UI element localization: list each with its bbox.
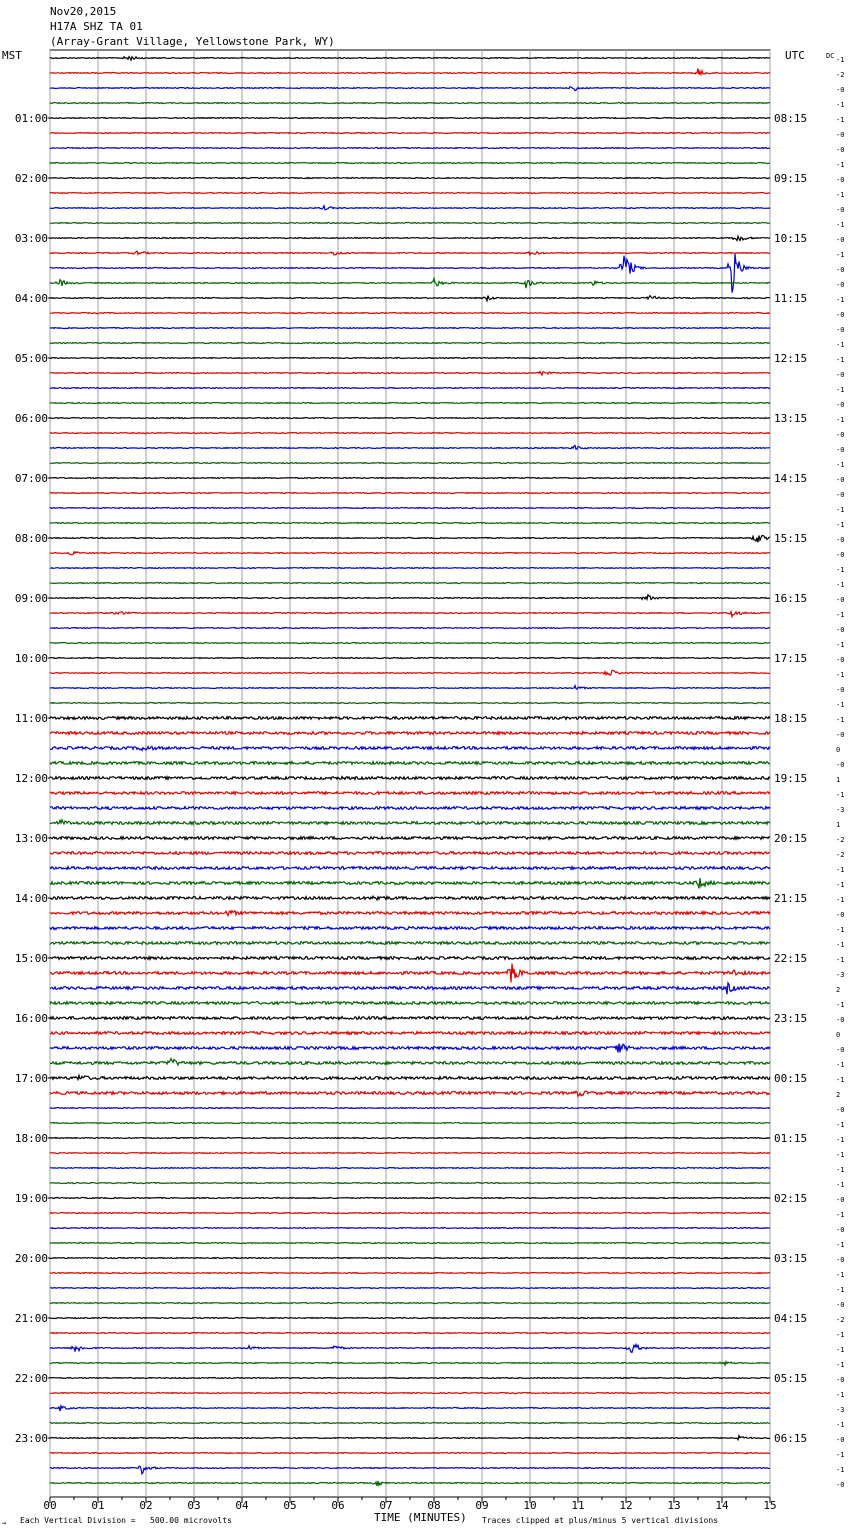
trace-line	[50, 686, 770, 690]
right-hour-label: 12:15	[774, 352, 808, 365]
dc-offset-label: -0	[836, 401, 845, 409]
x-tick-label: 14	[715, 1499, 729, 1512]
trace-line	[50, 1075, 770, 1079]
dc-offset-label: -0	[836, 281, 845, 289]
dc-offset-label: -1	[836, 701, 845, 709]
scale-note: Each Vertical Division = 500.00 microvolts	[20, 1516, 232, 1525]
dc-offset-label: -1	[836, 716, 845, 724]
x-tick-label: 00	[43, 1499, 57, 1512]
dc-offset-label: -1	[836, 926, 845, 934]
trace-line	[50, 1466, 770, 1474]
dc-offset-label: -0	[836, 1436, 845, 1444]
dc-offset-label: -1	[836, 506, 845, 514]
left-hour-label: 12:00	[14, 772, 48, 785]
right-hour-label: 00:15	[774, 1072, 808, 1085]
dc-offset-label: -0	[836, 371, 845, 379]
dc-offset-label: -1	[836, 1211, 845, 1219]
trace-line	[50, 732, 770, 735]
right-hour-label: 11:15	[774, 292, 808, 305]
dc-offset-label: -1	[836, 521, 845, 529]
trace-line	[50, 163, 770, 164]
dc-offset-label: -0	[836, 551, 845, 559]
left-hour-label: 05:00	[14, 352, 48, 365]
x-axis-title: TIME (MINUTES)	[374, 1511, 467, 1524]
right-hour-label: 05:15	[774, 1372, 808, 1385]
trace-line	[50, 536, 770, 543]
dc-offset-label: -0	[836, 656, 845, 664]
dc-offset-label: -0	[836, 326, 845, 334]
trace-line	[50, 1108, 770, 1109]
dc-offset-label: -1	[836, 1271, 845, 1279]
dc-offset-label: -0	[836, 86, 845, 94]
left-hour-label: 17:00	[14, 1072, 48, 1085]
trace-line	[50, 568, 770, 569]
left-hour-label: 11:00	[14, 712, 48, 725]
left-hour-label: 15:00	[14, 952, 48, 965]
dc-offset-label: -1	[836, 566, 845, 574]
dc-offset-label: -0	[836, 266, 845, 274]
dc-offset-label: -1	[836, 101, 845, 109]
trace-line	[50, 717, 770, 720]
x-tick-label: 05	[283, 1499, 297, 1512]
left-hour-label: 20:00	[14, 1252, 48, 1265]
dc-offset-label: -1	[836, 1391, 845, 1399]
right-hour-label: 09:15	[774, 172, 808, 185]
trace-line	[50, 1059, 770, 1066]
trace-line	[50, 343, 770, 344]
trace-line	[50, 358, 770, 359]
left-hour-label: 04:00	[14, 292, 48, 305]
dc-offset-label: -1	[836, 896, 845, 904]
dc-offset-label: -1	[836, 191, 845, 199]
trace-line	[50, 583, 770, 584]
right-hour-label: 15:15	[774, 532, 808, 545]
trace-line	[50, 1362, 770, 1365]
trace-line	[50, 1044, 770, 1053]
trace-line	[50, 1481, 770, 1486]
left-hour-label: 16:00	[14, 1012, 48, 1025]
left-hour-label: 08:00	[14, 532, 48, 545]
trace-line	[50, 1183, 770, 1184]
trace-line	[50, 1453, 770, 1454]
station-label: H17A SHZ TA 01	[50, 20, 143, 33]
trace-line	[50, 508, 770, 509]
dc-offset-label: 1	[836, 821, 841, 829]
trace-line	[50, 1091, 770, 1096]
dc-offset-label: -1	[836, 341, 845, 349]
dc-offset-label: -0	[836, 491, 845, 499]
x-tick-label: 15	[763, 1499, 777, 1512]
trace-line	[50, 896, 770, 900]
trace-line	[50, 777, 770, 780]
dc-offset-label: -1	[836, 641, 845, 649]
trace-line	[50, 1032, 770, 1035]
trace-line	[50, 1243, 770, 1244]
dc-offset-label: -1	[836, 1076, 845, 1084]
dc-offset-label: -1	[836, 221, 845, 229]
dc-offset-label: -0	[836, 131, 845, 139]
dc-offset-label: -1	[836, 251, 845, 259]
x-tick-label: 10	[523, 1499, 537, 1512]
trace-line	[50, 1138, 770, 1139]
trace-line	[50, 792, 770, 795]
dc-offset-label: -0	[836, 446, 845, 454]
trace-line	[50, 433, 770, 434]
trace-line	[50, 223, 770, 224]
trace-line	[50, 87, 770, 91]
x-tick-label: 04	[235, 1499, 249, 1512]
trace-line	[50, 403, 770, 404]
clip-note: Traces clipped at plus/minus 5 vertical divisions	[482, 1516, 719, 1525]
dc-offset-label: -1	[836, 941, 845, 949]
trace-line	[50, 595, 770, 600]
dc-offset-label: -0	[836, 1016, 845, 1024]
right-hour-label: 01:15	[774, 1132, 808, 1145]
left-hour-label: 02:00	[14, 172, 48, 185]
trace-line	[50, 313, 770, 314]
dc-offset-label: -0	[836, 176, 845, 184]
trace-line	[50, 747, 770, 751]
dc-offset-label: 0	[836, 746, 841, 754]
right-hour-label: 02:15	[774, 1192, 808, 1205]
trace-line	[50, 612, 770, 617]
right-hour-label: 14:15	[774, 472, 808, 485]
x-tick-label: 09	[475, 1499, 489, 1512]
trace-line	[50, 911, 770, 916]
right-hour-label: 19:15	[774, 772, 808, 785]
dc-offset-label: -1	[836, 866, 845, 874]
trace-line	[50, 670, 770, 675]
trace-line	[50, 118, 770, 119]
right-hour-label: 16:15	[774, 592, 808, 605]
left-hour-label: 06:00	[14, 412, 48, 425]
trace-line	[50, 957, 770, 960]
trace-line	[50, 703, 770, 704]
left-hour-label: 07:00	[14, 472, 48, 485]
trace-line	[50, 1198, 770, 1199]
trace-line	[50, 493, 770, 494]
trace-line	[50, 820, 770, 825]
dc-offset-label: -1	[836, 791, 845, 799]
x-tick-label: 12	[619, 1499, 633, 1512]
dc-offset-label: -0	[836, 911, 845, 919]
dc-offset-label: -1	[836, 1241, 845, 1249]
right-hour-label: 23:15	[774, 1012, 808, 1025]
dc-offset-label: -1	[836, 1331, 845, 1339]
left-hour-label: 10:00	[14, 652, 48, 665]
trace-line	[50, 927, 770, 930]
x-tick-label: 02	[139, 1499, 153, 1512]
right-hour-label: 20:15	[774, 832, 808, 845]
trace-line	[50, 103, 770, 104]
dc-offset-label: -0	[836, 686, 845, 694]
right-timezone-label: UTC	[785, 49, 805, 62]
dc-offset-label: -0	[836, 1046, 845, 1054]
right-hour-label: 04:15	[774, 1312, 808, 1325]
trace-line	[50, 1168, 770, 1169]
right-hour-label: 21:15	[774, 892, 808, 905]
dc-offset-label: -1	[836, 1361, 845, 1369]
trace-line	[50, 1288, 770, 1289]
trace-line	[50, 206, 770, 210]
trace-line	[50, 278, 770, 288]
right-hour-label: 17:15	[774, 652, 808, 665]
dc-offset-label: -1	[836, 296, 845, 304]
trace-line	[50, 1228, 770, 1229]
trace-line	[50, 388, 770, 389]
trace-line	[50, 807, 770, 810]
dc-offset-label: -0	[836, 1376, 845, 1384]
trace-line	[50, 1153, 770, 1154]
dc-offset-label: -3	[836, 1406, 845, 1414]
right-hour-label: 22:15	[774, 952, 808, 965]
trace-line	[50, 1213, 770, 1214]
dc-offset-label: -1	[836, 1001, 845, 1009]
dc-offset-label: -1	[836, 1286, 845, 1294]
trace-line	[50, 1406, 770, 1411]
dc-offset-label: -1	[836, 1451, 845, 1459]
dc-offset-label: -0	[836, 206, 845, 214]
corner-mark: →	[2, 1519, 7, 1527]
trace-line	[50, 236, 770, 240]
trace-line	[50, 1318, 770, 1319]
trace-line	[50, 178, 770, 179]
dc-offset-label: -2	[836, 836, 845, 844]
dc-offset-label: -1	[836, 581, 845, 589]
dc-offset-label: -2	[836, 1316, 845, 1324]
trace-line	[50, 193, 770, 194]
trace-line	[50, 878, 770, 888]
location-label: (Array-Grant Village, Yellowstone Park, WY)	[50, 35, 335, 48]
x-tick-label: 13	[667, 1499, 681, 1512]
dc-offset-label: -1	[836, 611, 845, 619]
trace-line	[50, 1303, 770, 1304]
trace-line	[50, 1436, 770, 1440]
trace-line	[50, 254, 770, 293]
left-hour-label: 09:00	[14, 592, 48, 605]
dc-offset-label: -3	[836, 806, 845, 814]
left-hour-label: 19:00	[14, 1192, 48, 1205]
trace-line	[50, 1017, 770, 1020]
trace-line	[50, 983, 770, 994]
dc-offset-label: 2	[836, 986, 841, 994]
dc-offset-label: -1	[836, 116, 845, 124]
trace-line	[50, 658, 770, 659]
trace-line	[50, 964, 770, 983]
trace-line	[50, 1333, 770, 1334]
right-hour-label: 10:15	[774, 232, 808, 245]
trace-line	[50, 296, 770, 301]
right-hour-label: 06:15	[774, 1432, 808, 1445]
dc-offset-label: -1	[836, 1346, 845, 1354]
trace-line	[50, 762, 770, 765]
trace-line	[50, 251, 770, 255]
dc-offset-label: -0	[836, 596, 845, 604]
dc-offset-label: -3	[836, 971, 845, 979]
dc-offset-label: 1	[836, 776, 841, 784]
left-hour-label: 23:00	[14, 1432, 48, 1445]
dc-offset-label: -0	[836, 431, 845, 439]
x-tick-label: 08	[427, 1499, 441, 1512]
left-hour-label: 21:00	[14, 1312, 48, 1325]
dc-offset-label: -1	[836, 386, 845, 394]
dc-offset-label: -0	[836, 1106, 845, 1114]
trace-line	[50, 852, 770, 855]
trace-line	[50, 1258, 770, 1259]
left-hour-label: 03:00	[14, 232, 48, 245]
left-hour-label: 13:00	[14, 832, 48, 845]
dc-offset-label: -1	[836, 461, 845, 469]
dc-offset-label: -0	[836, 1256, 845, 1264]
plot-frame	[50, 50, 770, 1497]
dc-offset-label: -1	[836, 1421, 845, 1429]
dc-offset-label: -0	[836, 731, 845, 739]
trace-line	[50, 69, 770, 75]
right-hour-label: 03:15	[774, 1252, 808, 1265]
dc-offset-label: -1	[836, 956, 845, 964]
dc-offset-label: -0	[836, 236, 845, 244]
trace-line	[50, 643, 770, 644]
right-hour-label: 08:15	[774, 112, 808, 125]
right-hour-label: 13:15	[774, 412, 808, 425]
trace-line	[50, 523, 770, 524]
trace-line	[50, 328, 770, 329]
trace-line	[50, 1378, 770, 1379]
left-hour-label: 22:00	[14, 1372, 48, 1385]
dc-offset-label: -1	[836, 881, 845, 889]
x-tick-label: 11	[571, 1499, 585, 1512]
dc-offset-label: -1	[836, 1121, 845, 1129]
trace-line	[50, 463, 770, 464]
dc-offset-label: -1	[836, 1061, 845, 1069]
trace-line	[50, 148, 770, 149]
dc-offset-label: -1	[836, 1466, 845, 1474]
x-tick-label: 03	[187, 1499, 201, 1512]
trace-line	[50, 372, 770, 376]
dc-offset-label: -1	[836, 356, 845, 364]
left-timezone-label: MST	[2, 49, 22, 62]
trace-line	[50, 552, 770, 555]
x-tick-label: 06	[331, 1499, 345, 1512]
left-hour-label: 01:00	[14, 112, 48, 125]
dc-offset-label: -0	[836, 476, 845, 484]
trace-line	[50, 446, 770, 450]
dc-label: DC	[826, 52, 835, 60]
dc-offset-label: -1	[836, 161, 845, 169]
right-hour-label: 18:15	[774, 712, 808, 725]
trace-line	[50, 57, 770, 60]
trace-line	[50, 867, 770, 870]
trace-line	[50, 478, 770, 479]
trace-line	[50, 1002, 770, 1005]
dc-offset-label: -0	[836, 761, 845, 769]
dc-offset-label: 2	[836, 1091, 841, 1099]
trace-line	[50, 837, 770, 840]
dc-offset-label: -1	[836, 1181, 845, 1189]
date-label: Nov20,2015	[50, 5, 117, 18]
dc-offset-label: -1	[836, 1151, 845, 1159]
dc-offset-label: -0	[836, 311, 845, 319]
dc-offset-label: -1	[836, 1136, 845, 1144]
dc-offset-label: -2	[836, 71, 845, 79]
dc-offset-label: -0	[836, 1196, 845, 1204]
trace-line	[50, 1123, 770, 1124]
dc-offset-label: -0	[836, 1226, 845, 1234]
dc-offset-label: -0	[836, 626, 845, 634]
trace-line	[50, 1273, 770, 1274]
dc-offset-label: -0	[836, 146, 845, 154]
dc-offset-label: -0	[836, 536, 845, 544]
trace-line	[50, 628, 770, 629]
trace-line	[50, 1393, 770, 1394]
dc-offset-label: -1	[836, 56, 845, 64]
trace-line	[50, 942, 770, 945]
trace-line	[50, 418, 770, 419]
trace-line	[50, 133, 770, 134]
left-hour-label: 14:00	[14, 892, 48, 905]
dc-offset-label: -1	[836, 1166, 845, 1174]
x-tick-label: 01	[91, 1499, 105, 1512]
dc-offset-label: -0	[836, 1301, 845, 1309]
left-hour-label: 18:00	[14, 1132, 48, 1145]
trace-line	[50, 1423, 770, 1424]
dc-offset-label: 0	[836, 1031, 841, 1039]
trace-line	[50, 1345, 770, 1353]
dc-offset-label: -0	[836, 1481, 845, 1489]
x-tick-label: 07	[379, 1499, 393, 1512]
dc-offset-label: -1	[836, 671, 845, 679]
dc-offset-label: -2	[836, 851, 845, 859]
dc-offset-label: -1	[836, 416, 845, 424]
